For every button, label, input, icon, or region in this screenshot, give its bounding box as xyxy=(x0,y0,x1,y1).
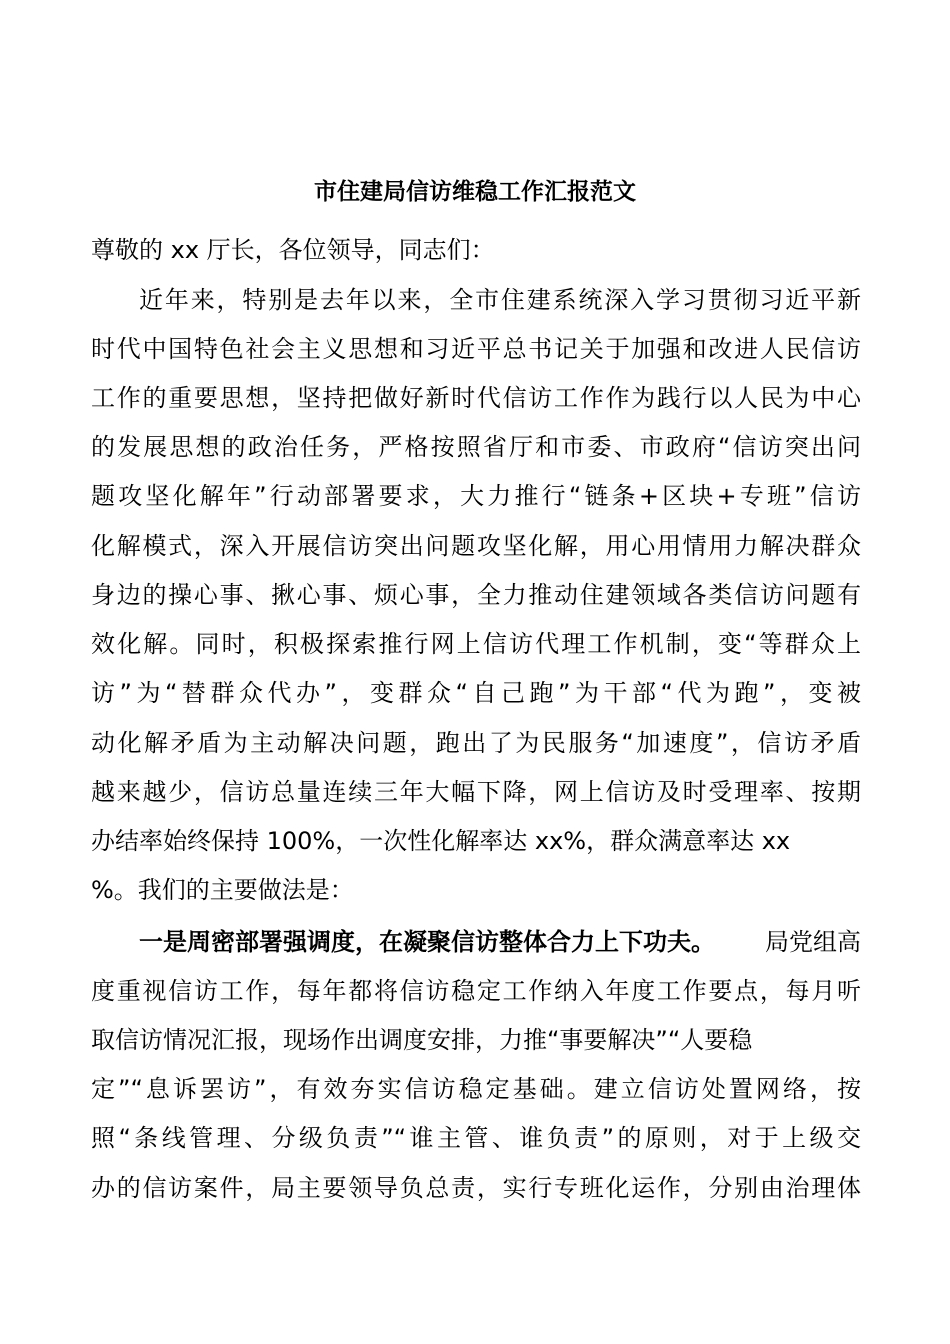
paragraph-line: 的发展思想的政治任务，严格按照省厅和市委、市政府“信访突出问 xyxy=(91,433,861,461)
paragraph2-first-line-rest: 局党组高 xyxy=(765,928,861,956)
paragraph-line: 办结率始终保持 100%，一次性化解率达 xx%，群众满意率达 xx xyxy=(91,827,791,855)
paragraph-line: 取信访情况汇报，现场作出调度安排，力推“事要解决”“人要稳 xyxy=(91,1026,753,1054)
paragraph-line: 动化解矛盾为主动解决问题，跑出了为民服务“加速度”，信访矛盾 xyxy=(91,729,861,757)
paragraph-line: 效化解。同时，积极探索推行网上信访代理工作机制，变“等群众上 xyxy=(91,630,861,658)
paragraph2-heading: 一是周密部署强调度，在凝聚信访整体合力上下功夫。 xyxy=(139,928,715,956)
paragraph-line: 题攻坚化解年”行动部署要求，大力推行“链条+区块+专班”信访 xyxy=(91,482,861,510)
salutation: 尊敬的 xx 厅长，各位领导，同志们： xyxy=(91,236,495,264)
paragraph-line: 时代中国特色社会主义思想和习近平总书记关于加强和改进人民信访 xyxy=(91,335,861,363)
paragraph-line: 办的信访案件，局主要领导负总责，实行专班化运作，分别由治理体 xyxy=(91,1174,861,1202)
paragraph2-first-line xyxy=(139,922,861,962)
paragraph-line: 度重视信访工作，每年都将信访稳定工作纳入年度工作要点，每月听 xyxy=(91,977,861,1005)
paragraph-line: 工作的重要思想，坚持把做好新时代信访工作作为践行以人民为中心 xyxy=(91,384,861,412)
paragraph-line: 定”“息诉罢访”，有效夯实信访稳定基础。建立信访处置网络，按 xyxy=(91,1075,861,1103)
paragraph-line: 近年来，特别是去年以来，全市住建系统深入学习贯彻习近平新 xyxy=(139,286,861,314)
paragraph-line: 越来越少，信访总量连续三年大幅下降，网上信访及时受理率、按期 xyxy=(91,778,861,806)
paragraph-line: %。我们的主要做法是： xyxy=(91,876,354,904)
document-title: 市住建局信访维稳工作汇报范文 xyxy=(314,179,636,205)
paragraph-line: 照“条线管理、分级负责”“谁主管、谁负责”的原则，对于上级交 xyxy=(91,1124,861,1152)
paragraph-line: 化解模式，深入开展信访突出问题攻坚化解，用心用情用力解决群众 xyxy=(91,532,861,560)
paragraph-line: 访”为“替群众代办”，变群众“自己跑”为干部“代为跑”，变被 xyxy=(91,679,861,707)
paragraph-line: 身边的操心事、揪心事、烦心事，全力推动住建领域各类信访问题有 xyxy=(91,581,861,609)
